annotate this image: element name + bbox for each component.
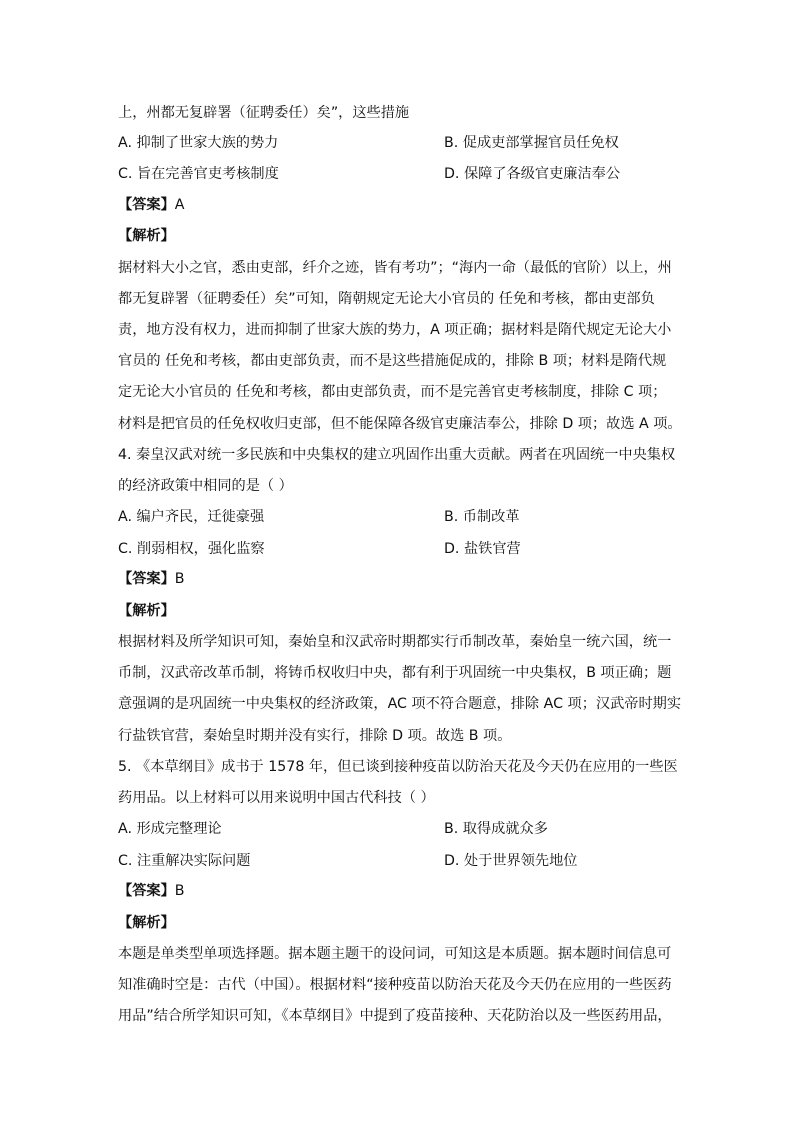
analysis-label: 【解析】 — [118, 915, 175, 931]
answer-value: A — [174, 197, 185, 213]
q3-analysis-line: 官员的 任免和考核，都由吏部负责，而不是这些措施促成的，排除 B 项；材料是隋代规 — [118, 353, 667, 369]
q3-analysis-line: 材料是把官员的任免权收归吏部，但不能保障各级官吏廉洁奉公，排除 D 项；故选 A 项。 — [118, 416, 682, 432]
answer-value: B — [174, 571, 185, 587]
q5-analysis-line: 用品”结合所学知识可知，《本草纲目》中提到了疫苗接种、天花防治以及一些医药用品， — [118, 1008, 672, 1024]
analysis-label: 【解析】 — [118, 228, 175, 244]
q3-option-d: D. 保障了各级官吏廉洁奉公 — [444, 166, 621, 182]
q4-analysis-label — [118, 601, 175, 621]
q4-analysis-line: 意强调的是巩固统一中央集权的经济政策，AC 项不符合题意，排除 AC 项；汉武帝时期实 — [118, 696, 682, 712]
q5-analysis-label — [118, 913, 175, 933]
q3-option-c: C. 旨在完善官吏考核制度 — [118, 166, 279, 182]
q5-stem-line: 5. 《本草纲目》成书于 1578 年，但已谈到接种疫苗以防治天花及今天仍在应用的一些医 — [118, 759, 678, 775]
q4-option-c: C. 削弱相权，强化监察 — [118, 541, 265, 557]
answer-label: 【答案】 — [118, 571, 175, 587]
q5-analysis-line: 本题是单类型单项选择题。据本题主题干的设问词，可知这是本质题。据本题时间信息可 — [118, 946, 672, 962]
q3-analysis-line: 定无论大小官员的 任免和考核，都由吏部负责，而不是完善官吏考核制度，排除 C 项； — [118, 384, 667, 400]
q4-answer — [118, 569, 185, 589]
q5-stem-line: 药用品。以上材料可以用来说明中国古代科技（ ） — [118, 790, 435, 806]
q5-analysis-line: 知准确时空是：古代（中国）。根据材料“接种疫苗以防治天花及今天仍在应用的一些医药 — [118, 977, 672, 993]
analysis-label: 【解析】 — [118, 603, 175, 619]
answer-label: 【答案】 — [118, 197, 175, 213]
q5-option-c: C. 注重解决实际问题 — [118, 853, 251, 869]
q4-option-b: B. 币制改革 — [444, 509, 520, 525]
q3-analysis-line: 据材料大小之官，悉由吏部，纤介之迹，皆有考功”；“海内一命（最低的官阶）以上，州 — [118, 260, 672, 276]
q4-analysis-line: 根据材料及所学知识可知，秦始皇和汉武帝时期都实行币制改革，秦始皇一统六国，统一 — [118, 634, 672, 650]
q3-analysis-label — [118, 226, 175, 246]
answer-label: 【答案】 — [118, 883, 175, 899]
q4-analysis-line: 行盐铁官营，秦始皇时期并没有实行，排除 D 项。故选 B 项。 — [118, 728, 512, 744]
q4-stem-line: 的经济政策中相同的是（ ） — [118, 478, 293, 494]
q3-answer — [118, 195, 184, 215]
q3-analysis-line: 责，地方没有权力，进而抑制了世家大族的势力，A 项正确；据材料是隋代规定无论大小 — [118, 322, 672, 338]
q3-analysis-line: 都无复辟署（征聘委任）矣”可知，隋朝规定无论大小官员的 任免和考核，都由吏部负 — [118, 291, 655, 307]
q5-answer — [118, 881, 185, 901]
q4-option-d: D. 盐铁官营 — [444, 541, 521, 557]
q3-option-b: B. 促成吏部掌握官员任免权 — [444, 135, 619, 151]
question-3-stem-tail: 上，州都无复辟署（征聘委任）矣”，这些措施 — [118, 105, 410, 121]
q4-stem-line: 4. 秦皇汉武对统一多民族和中央集权的建立巩固作出重大贡献。两者在巩固统一中央集权 — [118, 447, 676, 463]
q5-option-d: D. 处于世界领先地位 — [444, 853, 578, 869]
q5-option-b: B. 取得成就众多 — [444, 821, 548, 837]
q4-analysis-line: 币制，汉武帝改革币制，将铸币权收归中央，都有利于巩固统一中央集权，B 项正确；题 — [118, 665, 672, 681]
q5-option-a: A. 形成完整理论 — [118, 821, 222, 837]
q4-option-a: A. 编户齐民，迁徙豪强 — [118, 509, 265, 525]
answer-value: B — [174, 883, 185, 899]
q3-option-a: A. 抑制了世家大族的势力 — [118, 135, 279, 151]
